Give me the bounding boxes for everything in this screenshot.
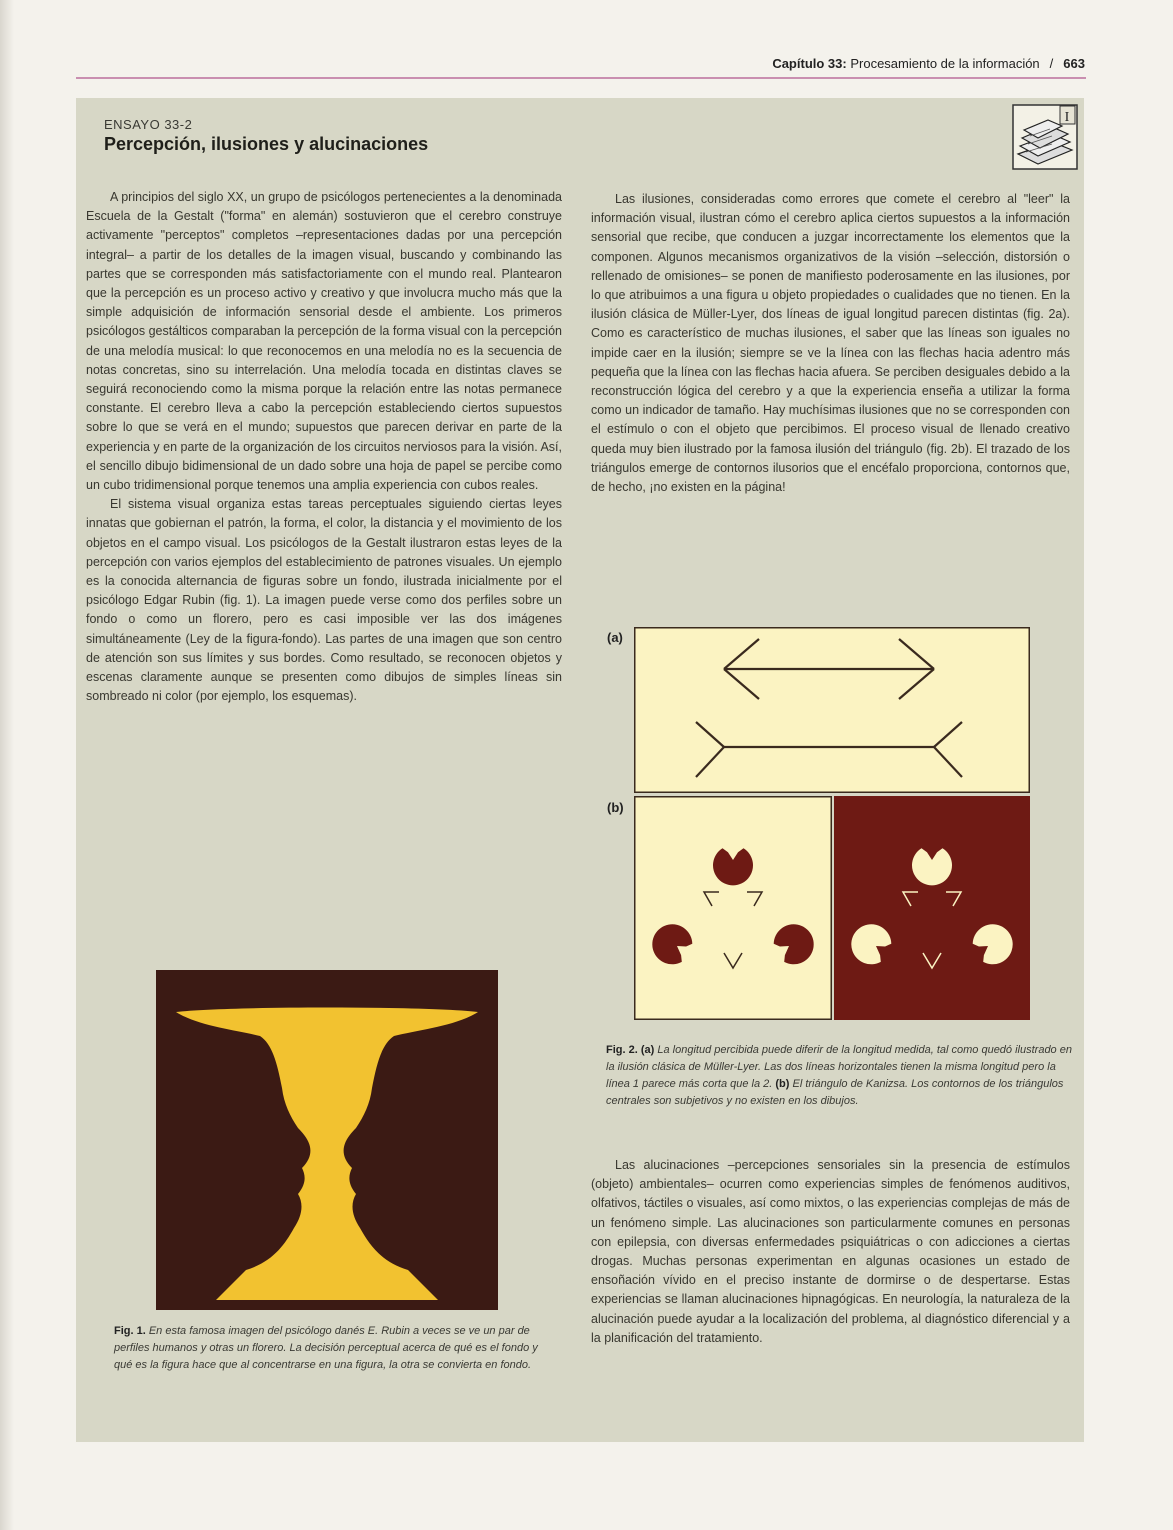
essay-column-left bbox=[86, 188, 562, 706]
page-gutter-shadow bbox=[0, 0, 14, 1530]
header-rule bbox=[76, 77, 1086, 79]
paragraph-visual-system: El sistema visual organiza estas tareas perceptuales siguiendo ciertas leyes innatas que gobiernan el patrón, la forma, el color, la distancia y el movimiento de los objetos en el campo visual. Los psicólogos de la Gestalt ilustraron estas leyes de la percepción con varios ejemplos del establecimiento de patrones visuales. Un ejemplo es la conocida alternancia de figuras sobre un fondo, ilustrada inicialmente por el psicólogo Edgar Rubin (fig. 1). La imagen puede verse como dos perfiles sobre un fondo o como un florero, pero es casi imposible ver las dos imágenes simultáneamente (Ley de la figura-fondo). Las partes de una imagen que son centro de atención son sus límites y sus bordes. Como resultado, se reconocen objetos y escenas claramente aunque se presenten como dibujos de simples líneas sin sombreado ni color (por ejemplo, los esquemas). bbox=[86, 497, 562, 704]
svg-text:I: I bbox=[1064, 110, 1070, 125]
chapter-title: Procesamiento de la información bbox=[850, 56, 1040, 71]
fig2-caption-a-text: La longitud percibida puede diferir de la longitud medida, tal como quedó ilustrado en la ilusión clásica de Müller-Lyer. Las dos líneas horizontales tienen la misma longitud pero la línea 1 parece más corta que la 2. bbox=[606, 1044, 1072, 1090]
paragraph-illusions: Las ilusiones, consideradas como errores que comete el cerebro al "leer" la información visual, ilustran cómo el cerebro aplica ciertos supuestos a la información sensorial que recibe, que conducen a juzgar incorrectamente los elementos que la componen. Algunos mecanismos organizativos de la visión –selección, distorsión o rellenado de omisiones– se ponen de manifiesto poderosamente en las ilusiones, por lo que atribuimos a una figura u objeto propiedades o cualidades que no tienen. En la ilusión clásica de Müller-Lyer, dos líneas de igual longitud parecen distintas (fig. 2a). Como es característico de muchas ilusiones, el saber que las líneas son iguales no impide caer en la ilusión; siempre se ve la línea con las flechas hacia adentro más pequeña que la línea con las flechas hacia afuera. Se perciben desiguales debido a la reconstrucción lógica del cerebro y a que la experiencia enseña a utilizar la forma como un indicador de tamaño. Hay muchísimas ilusiones que no se corresponden con el estímulo o con el objeto que percibimos. El proceso visual de llenado creativo queda muy bien ilustrado por la famosa ilusión del triángulo (fig. 2b). El trazado de los triángulos emerge de contornos ilusorios que el encéfalo proporciona, contornos que, de hecho, ¡no existen en la página! bbox=[591, 192, 1070, 495]
fig1-caption bbox=[114, 1323, 544, 1374]
kanizsa-triangle-dark bbox=[834, 796, 1030, 1020]
chapter-label: Capítulo 33: bbox=[772, 56, 847, 71]
fig1-caption-label: Fig. 1. bbox=[114, 1325, 146, 1337]
page-number: 663 bbox=[1063, 56, 1085, 71]
fig2-label-a: (a) bbox=[607, 630, 623, 645]
muller-lyer-illusion bbox=[634, 627, 1030, 793]
books-icon bbox=[1012, 104, 1078, 170]
running-head bbox=[772, 56, 1085, 71]
essay-column-right-bottom bbox=[591, 1156, 1070, 1348]
fig2-caption-b-label: (b) bbox=[775, 1078, 790, 1090]
fig1-caption-text: En esta famosa imagen del psicólogo danés E. Rubin a veces se ve un par de perfiles humanos y otras un florero. La decisión perceptual acerca de qué es el fondo y qué es la figura hace que al concentrarse en una figura, la otra se convierta en fondo. bbox=[114, 1325, 538, 1371]
separator: / bbox=[1049, 56, 1054, 71]
essay-title: Percepción, ilusiones y alucinaciones bbox=[104, 134, 429, 154]
fig2-caption-a-label: (a) bbox=[640, 1044, 655, 1056]
essay-label: ENSAYO 33-2 bbox=[104, 117, 193, 132]
fig2-caption-label: Fig. 2. bbox=[606, 1044, 638, 1056]
essay-column-right-top bbox=[591, 190, 1070, 497]
fig2-label-b: (b) bbox=[607, 800, 624, 815]
paragraph-gestalt: A principios del siglo XX, un grupo de psicólogos pertenecientes a la denominada Escuela de la Gestalt ("forma" en alemán) sostuvieron que el cerebro construye activamente "perceptos" completos –representaciones dadas por una percepción integral– a partir de los detalles de la imagen visual, buscando y combinando las partes que se corresponden más satisfactoriamente con el mundo real. Plantearon que la percepción es un proceso activo y creativo y que involucra mucho más que la simple adquisición de información sensorial desde el ambiente. Los primeros psicólogos gestálticos comparaban la percepción de la forma visual con la percepción de una melodía musical: lo que reconocemos en una melodía no es la secuencia de notas concretas, sino su interrelación. Una melodía tocada en distintas claves se seguirá reconociendo como la misma porque la relación entre las notas permanece constante. El cerebro lleva a cabo la percepción estableciendo ciertos supuestos sobre lo que se verá en el mundo; supuestos que parecen derivar en parte de la experiencia y en parte de la organización de los circuitos nerviosos para la visión. Así, el sencillo dibujo bidimensional de un dado sobre una hoja de papel se percibe como un cubo tridimensional porque tenemos una amplia experiencia con cubos reales. bbox=[86, 190, 562, 493]
fig2-caption-b-text: El triángulo de Kanizsa. Los contornos de los triángulos centrales son subjetivos y no existen en los dibujos. bbox=[606, 1078, 1064, 1107]
fig2-caption bbox=[606, 1042, 1076, 1110]
rubin-vase-figure bbox=[156, 970, 498, 1310]
paragraph-hallucinations: Las alucinaciones –percepciones sensoriales sin la presencia de estímulos (objeto) ambientales– ocurren como experiencias simples de fenómenos auditivos, olfativos, táctiles o visuales, así como mixtos, o las experiencias complejas de más de un fenómeno simple. Las alucinaciones son particularmente comunes en personas con epilepsia, con diversas enfermedades psiquiátricas o con adicciones a ciertas drogas. Muchas personas experimentan en algunas ocasiones un estado de ensoñación vívido en el preciso instante de dormirse o de despertarse. Estas experiencias se llaman alucinaciones hipnagógicas. En neurología, la naturaleza de la alucinación puede ayudar a la localización del problema, al diagnóstico diferencial y a la planificación del tratamiento. bbox=[591, 1158, 1070, 1345]
kanizsa-triangle-light bbox=[634, 796, 832, 1020]
